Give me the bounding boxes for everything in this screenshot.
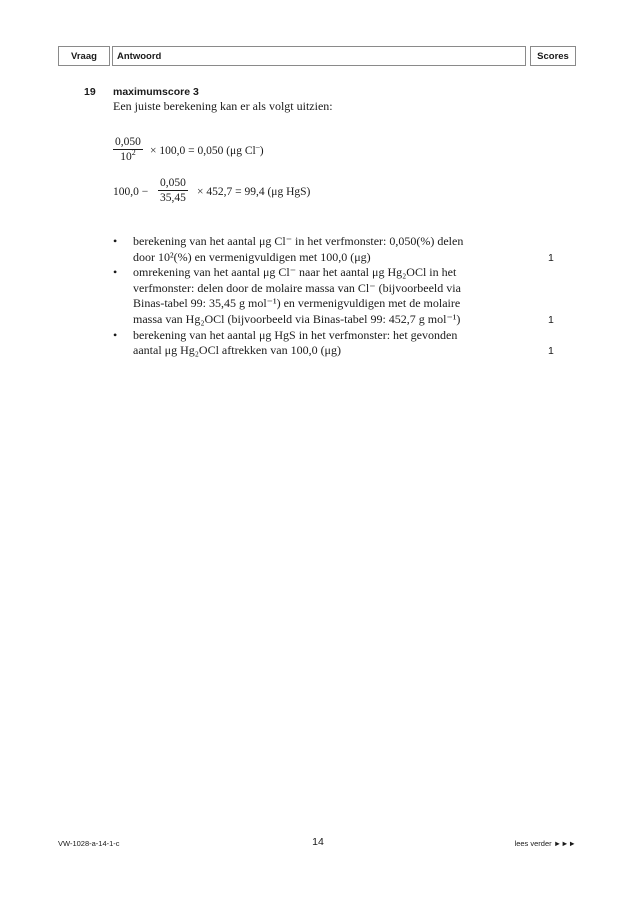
header-question-column: Vraag	[58, 46, 110, 66]
continue-label: lees verder ►►►	[514, 839, 576, 848]
intro-text: Een juiste berekening kan er als volgt uitzien:	[113, 99, 333, 113]
formula2-numerator: 0,050	[160, 177, 186, 189]
bullet-symbol: •	[113, 327, 118, 342]
criteria-item	[113, 265, 543, 327]
criteria-line: omrekening van het aantal μg Cl⁻ naar het aantal μg Hg₂OCl in het	[133, 265, 457, 280]
criteria-line: aantal μg Hg₂OCl aftrekken van 100,0 (μg)	[133, 343, 341, 358]
criteria-score: 1	[548, 314, 554, 326]
formula1-rest	[150, 142, 264, 157]
criteria-line: verfmonster: delen door de molaire massa van Cl⁻ (bijvoorbeeld via	[133, 280, 461, 295]
formula1-rest-text: × 100,0 = 0,050 (μg Cl	[150, 145, 256, 157]
formula1-numerator: 0,050	[115, 136, 141, 148]
header-scores-column: Scores	[530, 46, 576, 66]
bullet-symbol: •	[113, 234, 118, 248]
criteria-line: Binas-tabel 99: 35,45 g mol⁻¹) en vermenigvuldigen met de molaire	[133, 296, 461, 311]
formula2-denominator: 35,45	[160, 192, 186, 204]
page-number: 14	[312, 836, 324, 848]
criteria-line: berekening van het aantal μg Cl⁻ in het verfmonster: 0,050(%) delen	[133, 234, 464, 248]
formula2-fraction	[158, 177, 188, 204]
criteria-score: 1	[548, 345, 554, 357]
criteria-line: massa van Hg₂OCl (bijvoorbeeld via Binas-tabel 99: 452,7 g mol⁻¹)	[133, 311, 461, 326]
criteria-line: door 10²(%) en vermenigvuldigen met 100,0 (μg)	[133, 249, 371, 264]
formula2-left: 100,0 −	[113, 186, 149, 198]
criteria-score: 1	[548, 252, 554, 264]
question-number: 19	[84, 86, 96, 98]
criteria-item	[113, 328, 543, 359]
formula2-rest: × 452,7 = 99,4 (μg HgS)	[197, 186, 311, 198]
formula1-denominator-base: 10	[120, 151, 132, 163]
max-score: maximumscore 3	[113, 86, 199, 98]
criteria-list	[113, 234, 543, 359]
formula1-denominator-exp: 2	[131, 148, 136, 158]
criteria-item	[113, 234, 543, 265]
footer-exam-code: VW-1028-a-14-1-c	[58, 839, 120, 848]
bullet-symbol: •	[113, 265, 118, 280]
header-answer-column: Antwoord	[112, 46, 526, 66]
criteria-line: berekening van het aantal μg HgS in het verfmonster: het gevonden	[133, 327, 458, 342]
formula1-rest-end: )	[259, 145, 264, 157]
formula1-denominator	[113, 150, 143, 163]
formula1-fraction	[113, 136, 143, 163]
formula1-rest-sup: –	[255, 142, 260, 152]
